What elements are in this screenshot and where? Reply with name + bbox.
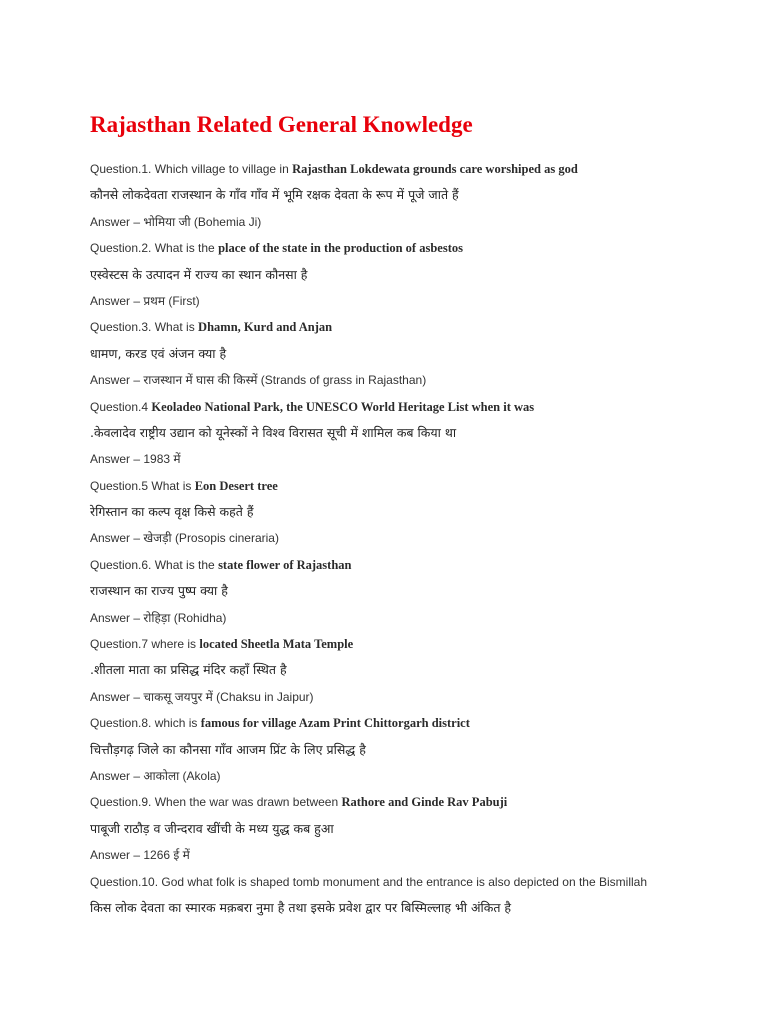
question-text: Question.3. What is — [90, 320, 199, 335]
hindi-question: एस्वेस्टस के उत्पादन में राज्य का स्थान कौनसा है — [90, 266, 308, 282]
qa-block — [90, 314, 730, 393]
qa-block — [90, 789, 730, 868]
qa-block — [90, 710, 730, 789]
question-line — [90, 789, 730, 815]
question-text: Question.5 What is — [90, 478, 195, 493]
qa-block — [90, 631, 730, 710]
question-text: Question.8. which is — [90, 716, 201, 731]
hindi-question: पाबूजी राठौड़ व जीन्दराव खींची के मध्य युद्ध कब हुआ — [90, 820, 334, 836]
question-line — [90, 869, 730, 895]
question-keywords: Rajasthan Lokdewata grounds care worshiped as god — [292, 162, 578, 176]
question-text: Question.1. Which village to village in — [90, 162, 293, 176]
question-keywords: place of the state in the production of asbestos — [218, 241, 463, 256]
answer-line: Answer – प्रथम (First) — [90, 293, 200, 308]
hindi-question: राजस्थान का राज्य पुष्प क्या है — [90, 583, 228, 599]
question-line — [90, 710, 730, 736]
hindi-question: .केवलादेव राष्ट्रीय उद्यान को यूनेस्कों ने विश्व विरासत सूची में शामिल कब किया था — [90, 424, 457, 440]
answer-line: Answer – रोहिड़ा (Rohidha) — [90, 610, 227, 625]
qa-block — [90, 235, 730, 314]
question-text: Question.2. What is the — [90, 241, 219, 256]
question-line — [90, 156, 730, 182]
answer-line: Answer – राजस्थान में घास की किस्में (Strands of grass in Rajasthan) — [90, 373, 427, 388]
question-line — [90, 631, 730, 657]
qa-block — [90, 473, 730, 552]
answer-line: Answer – खेजड़ी (Prosopis cineraria) — [90, 531, 279, 546]
question-text: Question.4 — [90, 399, 152, 414]
question-text: Question.7 where is — [90, 637, 200, 652]
question-text: Question.6. What is the — [90, 557, 219, 572]
question-keywords: Keoladeo National Park, the UNESCO World Heritage List when it was — [151, 399, 535, 414]
question-keywords: located Sheetla Mata Temple — [199, 637, 354, 652]
answer-line: Answer – भोमिया जी (Bohemia Ji) — [90, 214, 262, 229]
question-line — [90, 552, 730, 578]
qa-block — [90, 156, 730, 235]
question-line — [90, 473, 730, 499]
question-line — [90, 235, 730, 261]
qa-block — [90, 552, 730, 631]
hindi-question: .शीतला माता का प्रसिद्ध मंदिर कहाँ स्थित है — [90, 662, 287, 678]
hindi-question: कौनसे लोकदेवता राजस्थान के गाँव गाँव में भूमि रक्षक देवता के रूप में पूजे जाते हैं — [90, 187, 459, 203]
answer-line: Answer – 1983 में — [90, 452, 181, 467]
question-line — [90, 314, 730, 340]
qa-block — [90, 394, 730, 473]
hindi-question: रेगिस्तान का कल्प वृक्ष किसे कहते हैं — [90, 504, 254, 520]
page-title: Rajasthan Related General Knowledge — [90, 112, 473, 137]
question-line — [90, 394, 730, 420]
question-keywords: Dhamn, Kurd and Anjan — [198, 320, 333, 335]
hindi-question: किस लोक देवता का स्मारक मक़बरा नुमा है तथा इसके प्रवेश द्वार पर बिस्मिल्लाह भी अंकित है — [90, 899, 512, 915]
hindi-question: चित्तौड़गढ़ जिले का कौनसा गाँव आजम प्रिंट के लिए प्रसिद्ध है — [90, 741, 366, 757]
question-text: Question.10. God what folk is shaped tomb monument and the entrance is also depicted on the Bismillah — [90, 874, 647, 889]
question-keywords: famous for village Azam Print Chittorgarh district — [200, 716, 470, 731]
qa-list — [90, 156, 730, 921]
question-keywords: Rathore and Ginde Rav Pabuji — [341, 795, 508, 810]
question-keywords: state flower of Rajasthan — [218, 557, 352, 572]
answer-line: Answer – 1266 ई में — [90, 848, 190, 863]
hindi-question: धामण, करड एवं अंजन क्या है — [90, 345, 227, 361]
answer-line: Answer – आकोला (Akola) — [90, 768, 221, 783]
document-page — [90, 110, 730, 921]
qa-block — [90, 869, 730, 922]
question-text: Question.9. When the war was drawn between — [90, 795, 342, 810]
question-keywords: Eon Desert tree — [194, 478, 278, 493]
answer-line: Answer – चाकसू जयपुर में (Chaksu in Jaipur) — [90, 689, 314, 704]
